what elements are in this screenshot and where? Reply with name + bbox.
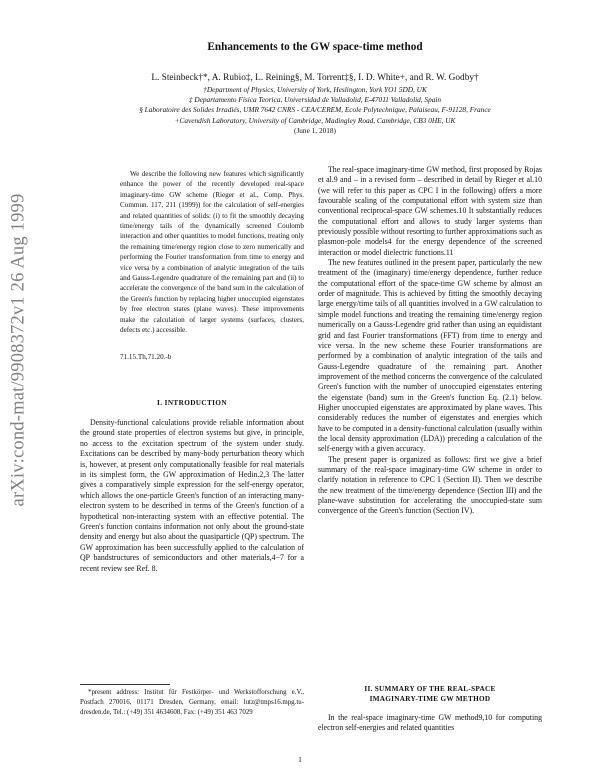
affiliations (70, 85, 560, 136)
pacs-codes: 71.15.Th,71.20.-b (120, 353, 172, 361)
abstract: We describe the following new features which significantly enhance the power of the recently developed real-space imaginary-time GW scheme (Rieger et al., Comp. Phys. Commun. 117, 211 (1999)) for the calculation of self-energies and related quantities of solids: (i) to fit the smoothly decaying time/energy tails of the dynamically screened Coulomb interaction and other quantities to model functions, treating only the remaining time/energy region close to zero numerically and performing the Fourier transformation from time to energy and vice versa by a combination of analytic integration of the tails and Gauss-Legendre quadrature of the remaining part and (ii) to accelerate the convergence of the band sum in the calculation of the Green's function by replacing higher unoccupied eigenstates by free electron states (plane waves). These improvements make the calculation of larger systems (surfaces, clusters, defects etc.) accessible. (120, 170, 304, 335)
section-1-body: Density-functional calculations provide reliable information about the ground state properties of electron systems but give, in principle, no access to the excitation spectrum of the system under study. Excitations can be described by many-body perturbation theory which is, however, at present only computationally feasible for real materials in its simplest form, the GW approximation of Hedin.2,3 The latter gives a comparatively simple expression for the self-energy operator, which allows the one-particle Green's function of an interacting many-electron system to be described in terms of the Green's function of a hypothetical non-interacting system with an effective potential. The Green's function contains information not only about the ground-state density and energy but also about the quasiparticle (QP) spectrum. The GW approximation has been successfully applied to the calculation of QP bandstructures of semiconductors and other materials,4−7 for a recent review see Ref. 8. (80, 418, 304, 573)
footnote: *present address: Institut für Festkörper- und Werkstofforschung e.V., Postfach 270016, 01171 Dresden, Germany, email: lutz@tmps16.mpg.tu-dresden.de, Tel.: (+49) 351 4634608, Fax: (+49) 351 463 7029 (80, 689, 304, 716)
section-2-heading: II. SUMMARY OF THE REAL-SPACE IMAGINARY-TIME GW METHOD (364, 685, 496, 703)
footnote-divider (80, 684, 170, 685)
paper-title: Enhancements to the GW space-time method (207, 41, 423, 53)
paragraph-new-features: The new features outlined in the present paper, particularly the new treatment of the (imaginary) time/energy dependence, further reduce the computational effort of the space-time GW scheme by almost an order of magnitude. This is achieved by fitting the smoothly decaying large energy/time tails of all quantities involved in a GW calculation to simple model functions and treating the remaining time/energy region numerically on a Gauss-Legendre grid rather than using an equidistant grid and fast Fourier transformations (FFT) from time to energy and vice versa. In the new scheme these Fourier transformations are performed by a combination of analytic integration of the tails and Gauss-Legendre quadrature of the remaining part. Another improvement of the method concerns the convergence of the calculated Green's function with the number of unoccupied eigenstates entering the eigenstate (band) sum in the Green's function Eq. (2.1) below. Higher unoccupied eigenstates are approximated by plane waves. This considerably reduces the number of eigenstates and energies which have to be computed in a density-functional calculation (usually within the local density approximation (LDA)) preceding a calculation of the self-energy with a given accuracy. (318, 258, 542, 454)
paragraph-organization: The present paper is organized as follows: first we give a brief summary of the real-space imaginary-time GW scheme in order to clarify notation in reference to CPC I (Section II). Then we describe the new treatment of the time/energy dependence (Section III) and the plane-wave substitution for accelerating the unoccupied-state sum convergence of the Green's function (Section IV). (318, 454, 542, 516)
paper-date: (June 1, 2018) (294, 125, 336, 135)
page-number: 1 (298, 755, 302, 764)
affiliation-palaiseau: § Laboratoire des Solides Irradiés, UMR 7642 CNRS - CEA/CEREM, Ecole Polytechnique, Palaiseau, F-91128, France (139, 105, 491, 115)
affiliation-cambridge: +Cavendish Laboratory, University of Cambridge, Madingley Road, Cambridge, CB3 0HE, UK (174, 115, 456, 125)
affiliation-york: †Department of Physics, University of York, Heslington, York YO1 5DD, UK (203, 85, 427, 94)
arxiv-stamp (8, 170, 30, 530)
affiliation-valladolid: ‡ Departamento Física Teorica, Universidad de Valladolid, E-47011 Valladolid, Spain (188, 95, 442, 105)
section-2-body: In the real-space imaginary-time GW method9,10 for computing electron self-energies and related quantities (318, 713, 542, 733)
arxiv-stamp-text: arXiv:cond-mat/9908372v1 26 Aug 1999 (8, 193, 29, 507)
right-column (318, 165, 542, 517)
author-list: L. Steinbeck†*, A. Rubio‡, L. Reining§, M. Torrent‡§, I. D. White+, and R. W. Godby† (151, 73, 479, 83)
paragraph-method-summary: The real-space imaginary-time GW method, first proposed by Rojas et al.9 and – in a revised form – described in detail by Rieger et al.10 (we will refer to this paper as CPC I in the following) offers a more favourable scaling of the computational effort with system size than conventional reciprocal-space GW schemes.10 It substantially reduces the computational effort and allows to study larger systems than previously possible without resorting to further approximations such as plasmon-pole models4 for the energy dependence of the screened interaction or model dielectric functions.11 (318, 165, 542, 257)
section-1-heading: I. INTRODUCTION (157, 399, 227, 407)
